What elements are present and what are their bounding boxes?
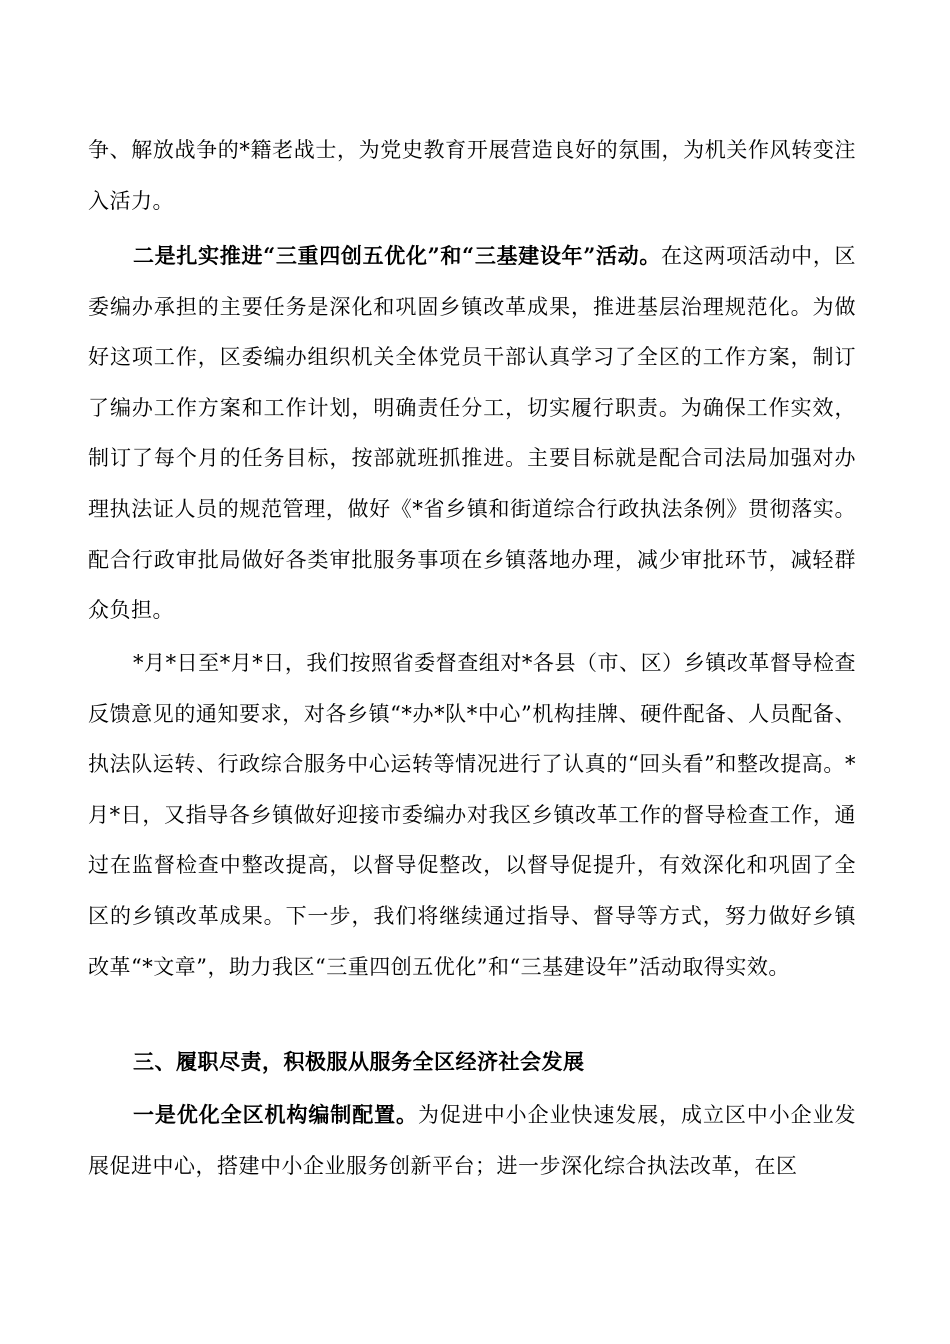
section-heading-text: 三、履职尽责，积极服从服务全区经济社会发展 bbox=[133, 1049, 585, 1074]
section-heading-three bbox=[88, 1037, 856, 1088]
paragraph-lead-bold: 一是优化全区机构编制配置。 bbox=[133, 1102, 418, 1127]
paragraph-text: 为促进中小企业快速发展，成立区中小企业发展促进中心，搭建中小企业服务创新平台；进一步深化综合执法改革，在区 bbox=[88, 1103, 856, 1178]
paragraph-text: *月*日至*月*日，我们按照省委督查组对*各县（市、区）乡镇改革督导检查反馈意见的通知要求，对各乡镇“*办*队*中心”机构挂牌、硬件配备、人员配备、执法队运转、行政综合服务中心运转等情况进行了认真的“回头看”和整改提高。*月*日，又指导各乡镇做好迎接市委编办对我区乡镇改革工作的督导检查工作，通过在监督检查中整改提高，以督导促整改，以督导促提升，有效深化和巩固了全区的乡镇改革成果。下一步，我们将继续通过指导、督导等方式，努力做好乡镇改革“*文章”，助力我区“三重四创五优化”和“三基建设年”活动取得实效。 bbox=[88, 651, 856, 979]
paragraph-optimize-staffing bbox=[88, 1090, 856, 1191]
paragraph-san-zhong-si-chuang bbox=[88, 231, 856, 636]
paragraph-lead-bold: 二是扎实推进“三重四创五优化”和“三基建设年”活动。 bbox=[133, 243, 662, 268]
paragraph-continuation bbox=[88, 125, 856, 226]
paragraph-text: 争、解放战争的*籍老战士，为党史教育开展营造良好的氛围，为机关作风转变注入活力。 bbox=[88, 138, 856, 213]
paragraph-township-reform-inspection bbox=[88, 638, 856, 992]
paragraph-text: 在这两项活动中，区委编办承担的主要任务是深化和巩固乡镇改革成果，推进基层治理规范化。为做好这项工作，区委编办组织机关全体党员干部认真学习了全区的工作方案，制订了编办工作方案和工作计划，明确责任分工，切实履行职责。为确保工作实效，制订了每个月的任务目标，按部就班抓推进。主要目标就是配合司法局加强对办理执法证人员的规范管理，做好《*省乡镇和街道综合行政执法条例》贯彻落实。配合行政审批局做好各类审批服务事项在乡镇落地办理，减少审批环节，减轻群众负担。 bbox=[88, 244, 856, 623]
